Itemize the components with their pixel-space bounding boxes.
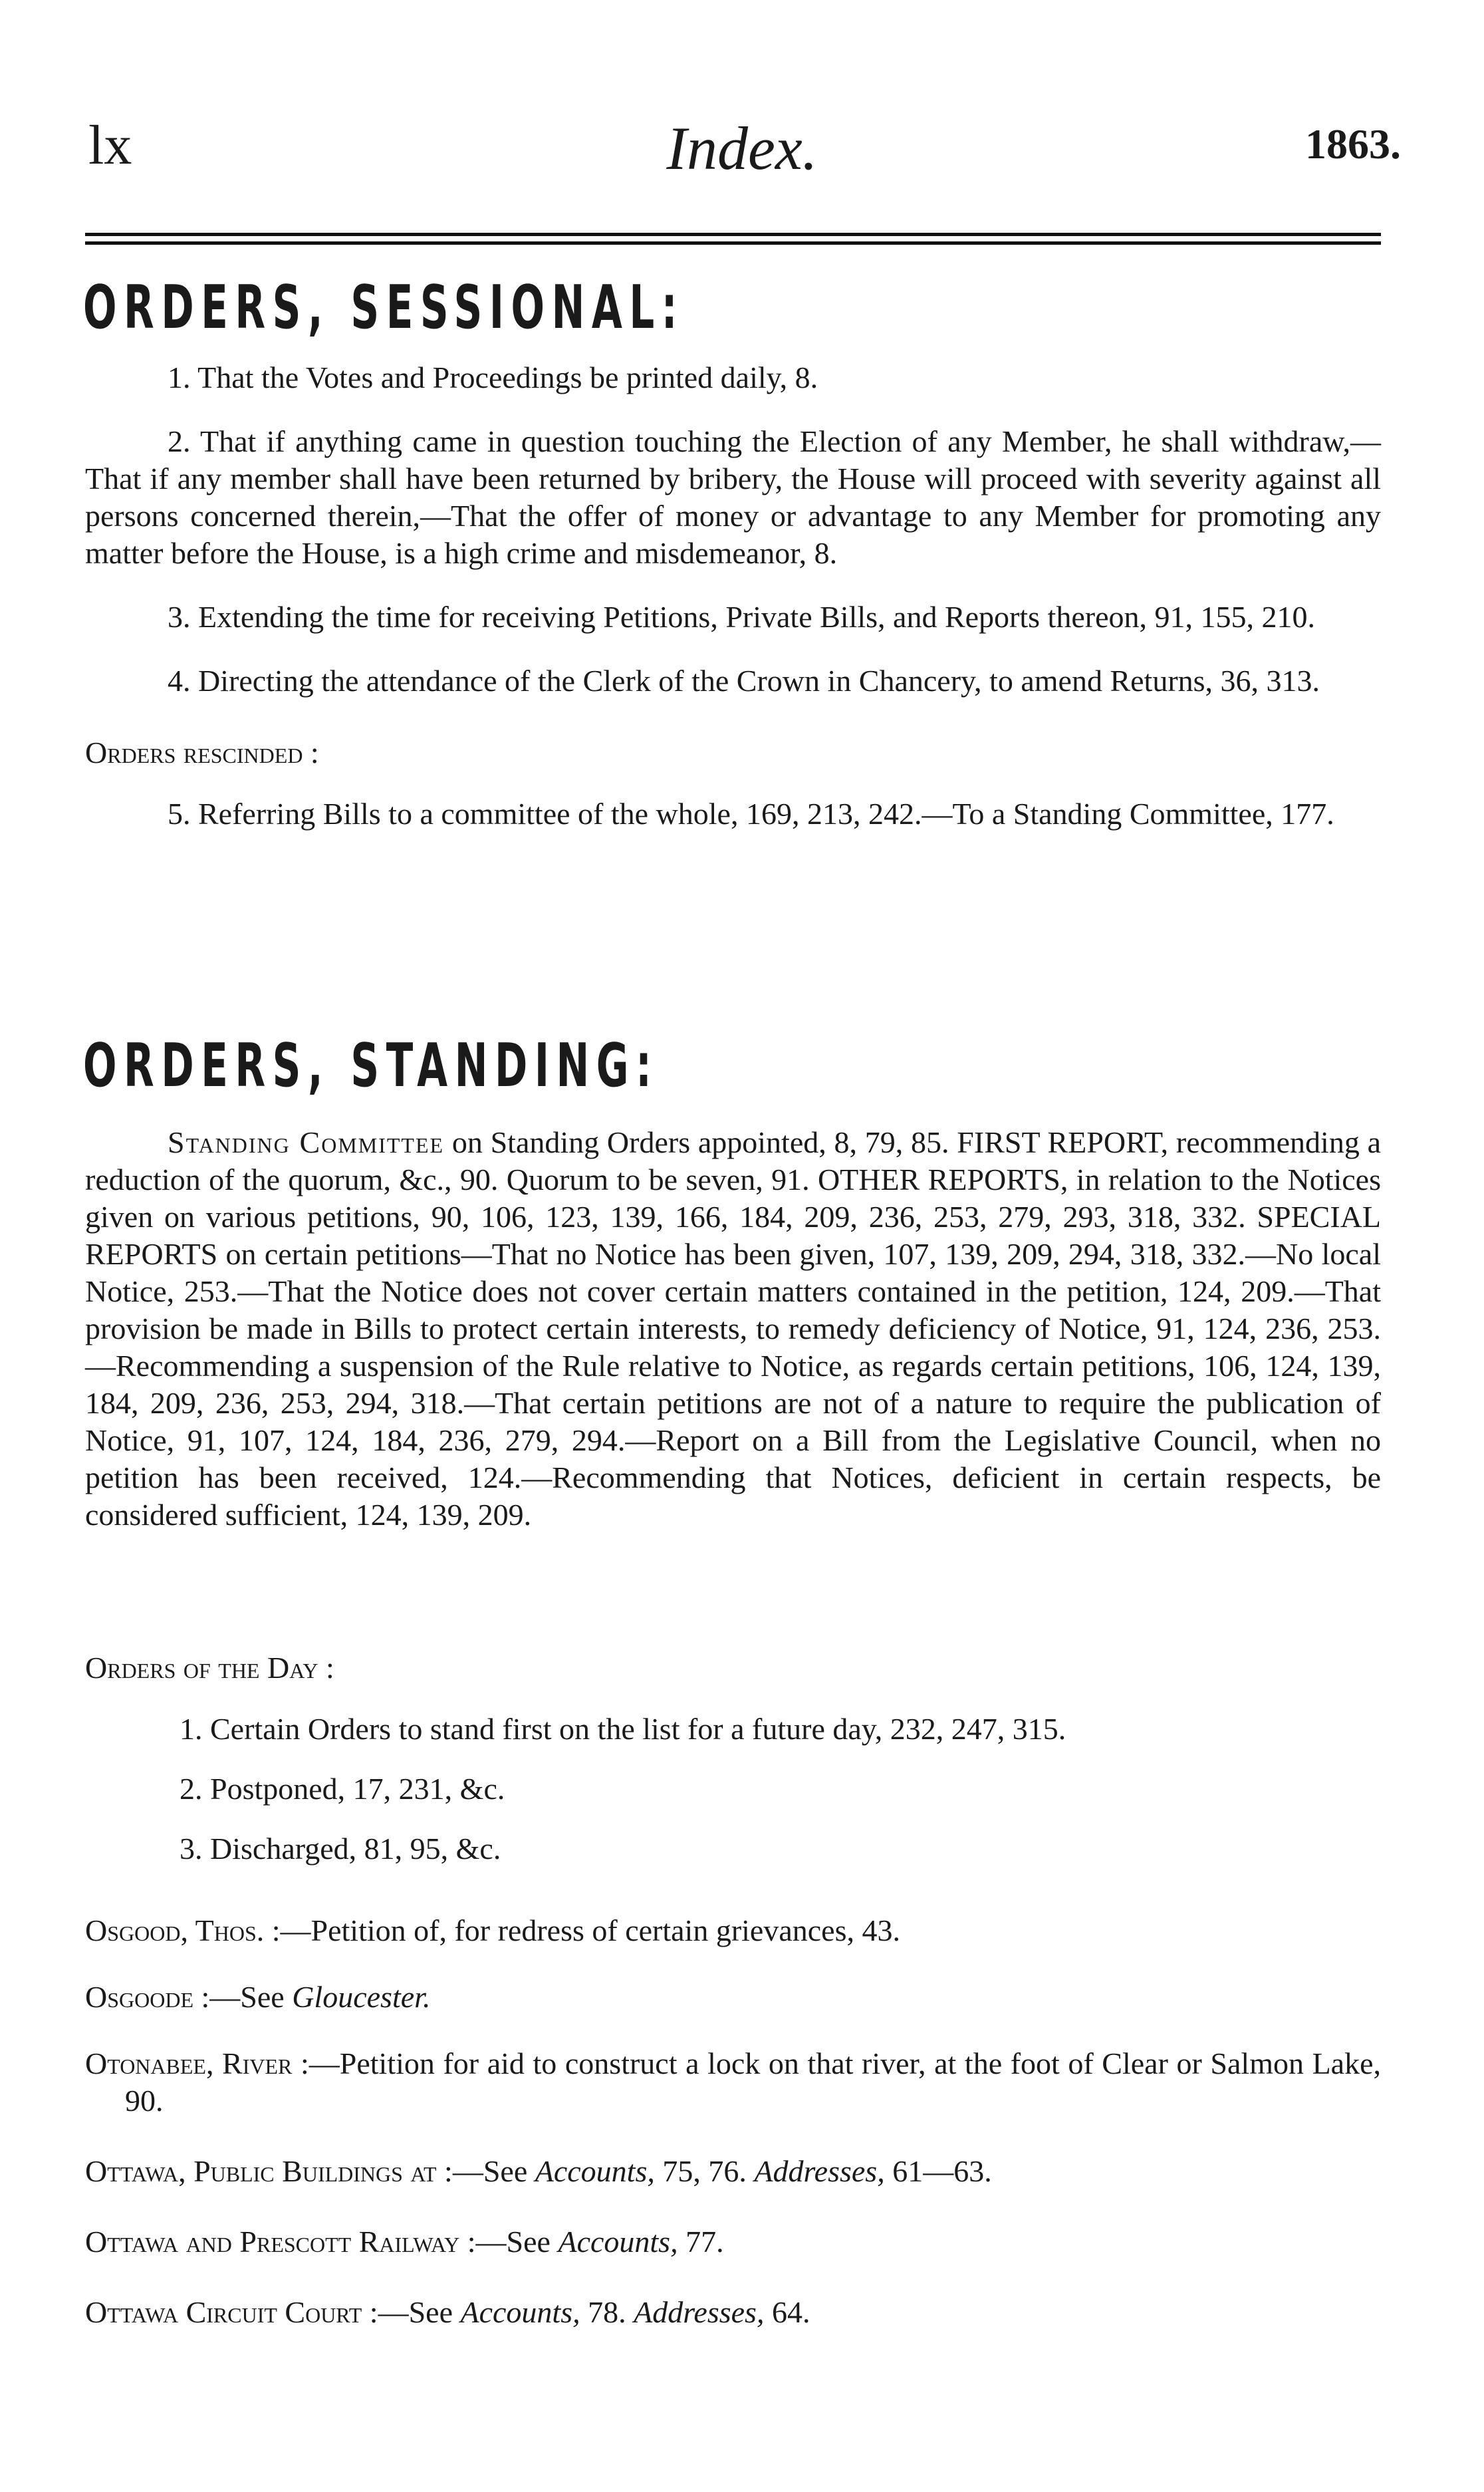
orders-of-the-day-label: Orders of the Day : — [85, 1651, 334, 1685]
sessional-item-5: 5. Referring Bills to a committee of the whole, 169, 213, 242.—To a Standing Committee, 177. — [168, 797, 1334, 831]
entry-ottawa-pb-ref2: Addresses, — [754, 2154, 885, 2188]
section-heading-sessional: ORDERS, SESSIONAL: — [83, 273, 685, 343]
page-title: Index. — [666, 114, 818, 182]
entry-ottawa-pr-ref: Accounts, — [558, 2225, 678, 2259]
entry-otonabee-text: —Petition for aid to construct a lock on that river, at the foot of Clear or Salmon Lake, 90. — [125, 2046, 1382, 2118]
entry-ottawa-pb-key: Ottawa, Public Buildings at : — [85, 2154, 453, 2188]
entry-ottawa-pb-ref1: Accounts, — [535, 2154, 655, 2188]
entry-osgoode-see: —See — [209, 1980, 293, 2014]
standing-committee-text: on Standing Orders appointed, 8, 79, 85. FIRST REPORT, recommending a reduction of the quorum, &c., 90. Quorum to be seven, 91. OTHER REPORTS, in relation to the Notices given on various petitions, 90, 106, 123, 139, 166, 184, 209, 236, 253, 279, 293, 318, 332. SPECIAL REPORTS on certain petitions—That no Notice has been given, 107, 139, 209, 294, 318, 332.—No local Notice, 253.—That the Notice does not cover certain matters contained in the petition, 124, 209.—That provision be made in Bills to protect certain interests, to remedy deficiency of Notice, 91, 124, 236, 253.—Recommending a suspension of the Rule relative to Notice, as regards certain petitions, 106, 124, 139, 184, 209, 236, 253, 294, 318.—That certain petitions are not of a nature to require the publication of Notice, 91, 107, 124, 184, 236, 279, 294.—Report on a Bill from the Legislative Council, when no petition has been received, 124.—Recommending that Notices, deficient in certain respects, be considered sufficient, 124, 139, 209. — [85, 1125, 1382, 1532]
entry-ottawa-pb-see: —See — [452, 2154, 535, 2188]
entry-ottawa-public-buildings — [85, 2153, 1381, 2190]
orders-of-day-item-2: 2. Postponed, 17, 231, &c. — [180, 1772, 505, 1806]
sessional-item-3: 3. Extending the time for receiving Petitions, Private Bills, and Reports thereon, 91, 155, 210. — [168, 600, 1315, 634]
entry-ottawa-pb-pages1: 75, 76. — [654, 2154, 755, 2188]
page-header — [83, 113, 1401, 186]
entry-osgood-text: —Petition of, for redress of certain grievances, 43. — [280, 1913, 900, 1947]
page-year: 1863. — [1305, 120, 1401, 168]
standing-committee-entry — [85, 1124, 1381, 1534]
entry-osgoode — [85, 1979, 1381, 2016]
entry-ottawa-cc-key: Ottawa Circuit Court : — [85, 2295, 378, 2329]
entry-ottawa-cc-pages2: 64. — [764, 2295, 810, 2329]
orders-of-day-item-3: 3. Discharged, 81, 95, &c. — [180, 1832, 501, 1866]
section-heading-standing: ORDERS, STANDING: — [83, 1031, 659, 1101]
entry-osgoode-key: Osgoode : — [85, 1980, 210, 2014]
entry-ottawa-pr-key: Ottawa and Prescott Railway : — [85, 2225, 476, 2259]
page-number: lx — [88, 114, 132, 176]
entry-ottawa-pr-pages: 77. — [678, 2225, 724, 2259]
entry-otonabee — [85, 2045, 1381, 2120]
entry-ottawa-pr-see: —See — [475, 2225, 558, 2259]
entry-otonabee-key: Otonabee, River : — [85, 2046, 309, 2080]
sessional-item-4: 4. Directing the attendance of the Clerk of the Crown in Chancery, to amend Returns, 36, 313. — [168, 664, 1320, 698]
sessional-item-1: 1. That the Votes and Proceedings be printed daily, 8. — [168, 360, 818, 394]
entry-osgood — [85, 1912, 1381, 1949]
index-entries — [85, 1912, 1381, 2331]
standing-committee-lead: Standing Committee — [168, 1125, 445, 1159]
orders-of-the-day — [85, 1649, 1381, 1868]
entry-osgood-key: Osgood, Thos. : — [85, 1913, 281, 1947]
entry-ottawa-cc-pages1: 78. — [580, 2295, 634, 2329]
orders-rescinded-label: Orders rescinded : — [85, 736, 319, 769]
sessional-item-2: 2. That if anything came in question touching the Election of any Member, he shall withdraw,—That if any member shall have been returned by bribery, the House will proceed with severity against all persons concerned therein,—That the offer of money or advantage to any Member for promoting any matter before the House, is a high crime and misdemeanor, 8. — [85, 424, 1381, 570]
entry-ottawa-cc-ref2: Addresses, — [634, 2295, 765, 2329]
sessional-list — [85, 359, 1381, 833]
entry-osgoode-ref: Gloucester. — [292, 1980, 431, 2014]
entry-ottawa-prescott-railway — [85, 2223, 1381, 2261]
header-rule-top — [85, 233, 1381, 236]
header-rule-bottom — [85, 241, 1381, 245]
orders-of-day-item-1: 1. Certain Orders to stand first on the list for a future day, 232, 247, 315. — [180, 1712, 1066, 1746]
entry-ottawa-circuit-court — [85, 2294, 1381, 2331]
standing-orders-paragraph — [85, 1124, 1381, 1534]
entry-ottawa-cc-see: —See — [378, 2295, 461, 2329]
entry-ottawa-pb-pages2: 61—63. — [884, 2154, 992, 2188]
entry-ottawa-cc-ref1: Accounts, — [460, 2295, 580, 2329]
